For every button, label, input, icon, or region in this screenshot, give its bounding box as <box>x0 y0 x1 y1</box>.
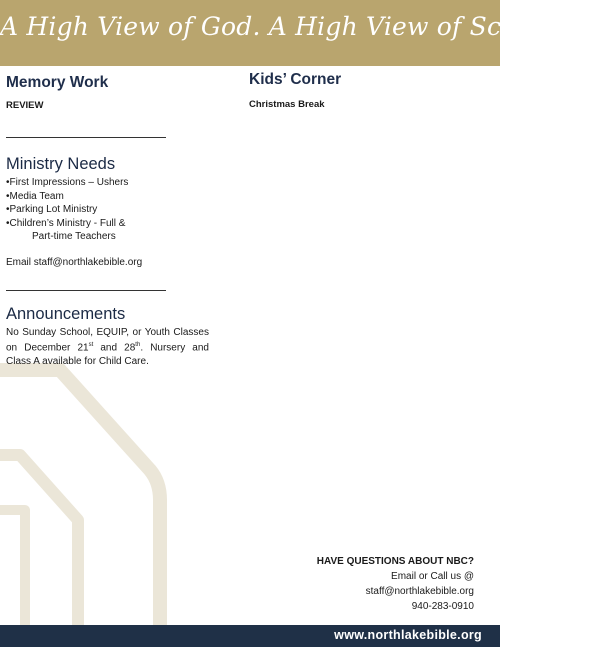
memory-work-text: REVIEW <box>6 100 44 111</box>
ministry-needs-list <box>6 176 209 244</box>
banner-title: A High View of God. A High View of Scripture <box>0 12 591 41</box>
contact-email: staff@northlakebible.org <box>365 586 474 597</box>
section-divider <box>6 290 166 291</box>
contact-question: HAVE QUESTIONS ABOUT NBC? <box>316 556 474 567</box>
ordinal-suffix: th <box>135 342 141 349</box>
list-item: •Children’s Ministry - Full & <box>6 217 126 229</box>
list-item: Part-time Teachers <box>32 231 116 243</box>
contact-block <box>317 554 474 614</box>
list-item: •Parking Lot Ministry <box>6 204 98 216</box>
section-divider <box>6 137 166 138</box>
ministry-needs-heading: Ministry Needs <box>6 155 116 173</box>
footer-website-link[interactable]: www.northlakebible.org <box>334 628 482 642</box>
announcement-and: and 28 <box>93 342 136 354</box>
contact-phone: 940-283-0910 <box>411 601 474 612</box>
ministry-email: Email staff@northlakebible.org <box>6 256 143 268</box>
right-column <box>249 71 479 110</box>
announcement-line-1: No Sunday School, EQUIP, or Youth Classes on December 21 <box>6 326 209 354</box>
kids-corner-heading: Kids’ Corner <box>249 71 342 88</box>
announcements-text <box>6 326 209 369</box>
announcement-line-2: . Nursery and Class A available for Child Care. <box>6 342 209 368</box>
memory-work-heading: Memory Work <box>6 74 109 91</box>
header-banner <box>0 0 591 66</box>
list-item: •First Impressions – Ushers <box>6 177 129 188</box>
left-column <box>6 74 209 369</box>
kids-corner-text: Christmas Break <box>249 99 325 110</box>
list-item: •Media Team <box>6 190 64 202</box>
ordinal-suffix: st <box>88 342 94 349</box>
footer-bar <box>0 625 500 647</box>
logo-watermark <box>0 360 230 630</box>
contact-line: Email or Call us @ <box>391 571 474 582</box>
announcements-heading: Announcements <box>6 304 126 323</box>
